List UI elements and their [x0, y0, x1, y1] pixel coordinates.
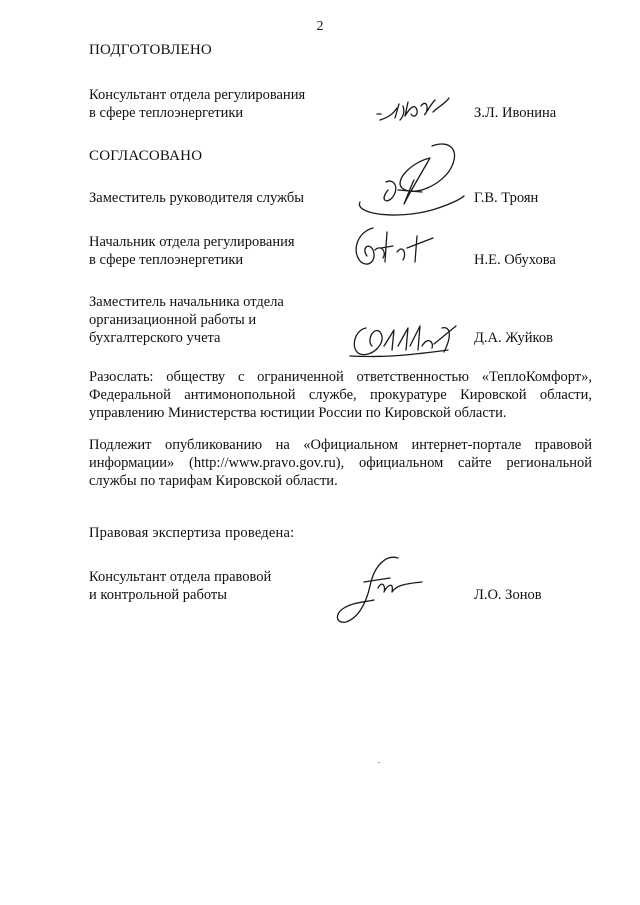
agreed-signer-name: Н.Е. Обухова: [474, 252, 556, 268]
legal-review-signer-name: Л.О. Зонов: [474, 587, 542, 603]
role-line: Консультант отдела регулирования: [89, 87, 306, 103]
legal-review-signer-role: [89, 568, 349, 604]
role-line: Консультант отдела правовой: [89, 569, 272, 585]
prepared-signer-role: [89, 86, 349, 122]
signature-zonov: [330, 552, 430, 628]
role-line: и контрольной работы: [89, 587, 227, 603]
prepared-heading: ПОДГОТОВЛЕНО: [89, 42, 212, 58]
role-line: в сфере теплоэнергетики: [89, 252, 244, 268]
distribution-paragraph: Разослать: обществу с ограниченной ответственностью «ТеплоКомфорт», Федеральной антимонопольной службе, прокуратуре Кировской области, управлению Министерства юстиции России по Кировской области.: [89, 369, 592, 421]
signature-obukhova: [347, 222, 439, 272]
agreed-signer-name: Д.А. Жуйков: [474, 330, 553, 346]
role-line: Начальник отдела регулирования: [89, 234, 295, 250]
agreed-heading: СОГЛАСОВАНО: [89, 148, 203, 164]
role-line: Заместитель начальника отдела: [89, 294, 284, 310]
signature-troyan: [352, 138, 470, 222]
signature-zhuykov: [348, 316, 464, 360]
scan-artifact: [378, 762, 380, 763]
publication-paragraph: Подлежит опубликованию на «Официальном интернет-портале правовой информации» (http://www.pravo.gov.ru), официальном сайте региональной службы по тарифам Кировской области.: [89, 437, 592, 489]
role-line: организационной работы и: [89, 312, 257, 328]
prepared-signer-name: З.Л. Ивонина: [474, 105, 557, 121]
agreed-signer-role: [89, 233, 349, 269]
role-line: в сфере теплоэнергетики: [89, 105, 244, 121]
role-line: Заместитель руководителя службы: [89, 190, 305, 206]
page-number: 2: [316, 19, 324, 34]
agreed-signer-name: Г.В. Троян: [474, 190, 539, 206]
agreed-signer-role: [89, 293, 349, 347]
signature-ivonina: [375, 92, 465, 128]
legal-review-heading: Правовая экспертиза проведена:: [89, 525, 295, 541]
agreed-signer-role: [89, 189, 349, 207]
role-line: бухгалтерского учета: [89, 330, 221, 346]
